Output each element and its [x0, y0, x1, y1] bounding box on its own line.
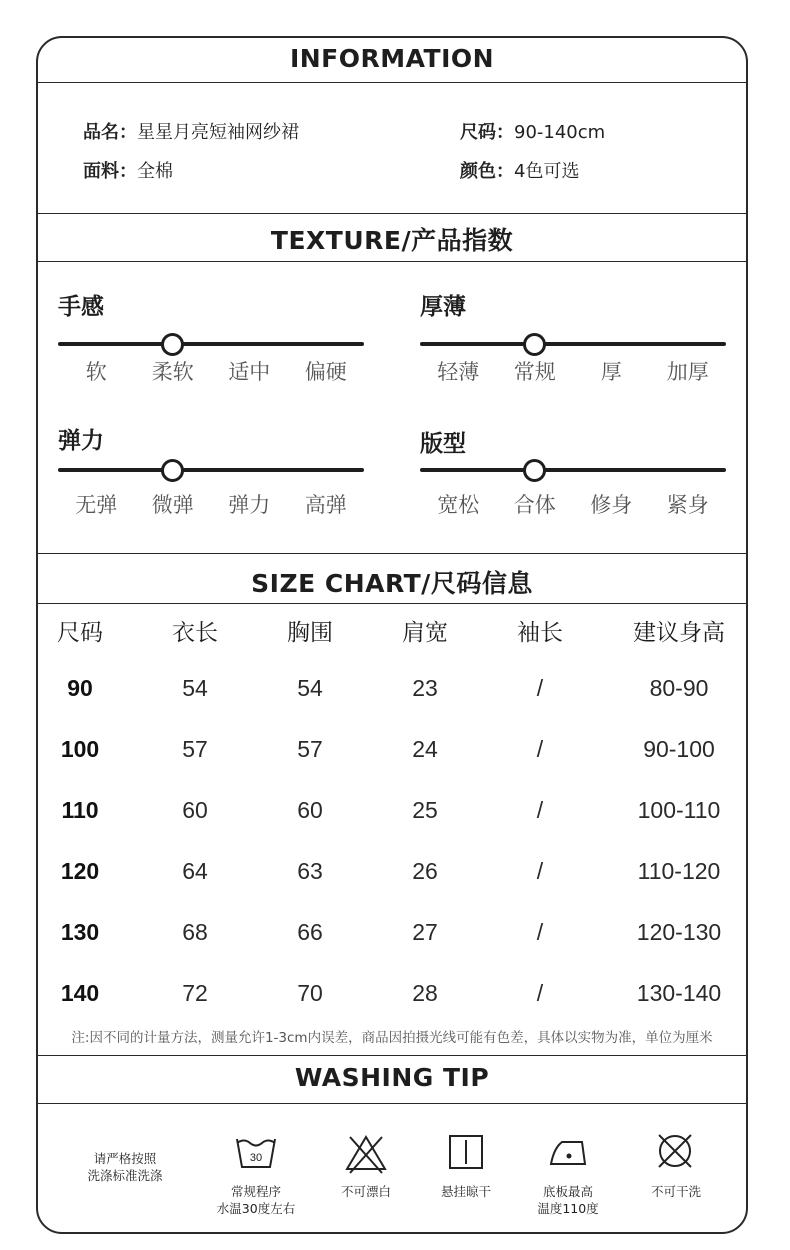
table-cell: 63 [297, 858, 323, 884]
texture-scale-line [420, 342, 726, 346]
color-row [460, 157, 579, 183]
table-cell: / [536, 919, 544, 945]
table-cell: 90-100 [643, 736, 715, 762]
texture-tick-label: 常规 [513, 360, 556, 384]
fabric-row [83, 157, 173, 183]
wash-30-caption [206, 1183, 306, 1217]
table-size-cell: 130 [60, 919, 100, 945]
size-range-key: 尺码： [460, 122, 514, 143]
table-header-cell: 建议身高 [633, 620, 725, 646]
table-size-cell: 120 [60, 858, 100, 884]
size-range-row [460, 118, 605, 144]
texture-tick-label: 微弹 [151, 493, 194, 517]
table-header-cell: 胸围 [287, 620, 333, 646]
size-chart-title: SIZE CHART/尺码信息 [251, 569, 533, 598]
hang-dry-caption: 悬挂晾干 [440, 1184, 491, 1199]
table-cell: 24 [412, 736, 438, 762]
table-cell: 57 [297, 736, 323, 762]
divider [36, 1103, 748, 1104]
table-cell: 25 [412, 797, 438, 823]
texture-tick-label: 偏硬 [304, 360, 347, 384]
iron-caption [518, 1183, 618, 1217]
table-cell: / [536, 858, 544, 884]
texture-scale-line [420, 468, 726, 472]
washing-intro-line2: 洗涤标准洗涤 [87, 1168, 163, 1183]
wash-temp-label: 30 [249, 1152, 263, 1164]
table-cell: 60 [182, 797, 208, 823]
table-cell: 54 [297, 675, 323, 701]
table-cell: 110-120 [637, 858, 721, 884]
texture-tick-label: 柔软 [151, 360, 194, 384]
texture-scale-line [58, 468, 364, 472]
texture-tick-label: 加厚 [666, 360, 709, 384]
divider [36, 1055, 748, 1056]
texture-tick-label: 软 [85, 360, 107, 384]
table-cell: 26 [412, 858, 438, 884]
iron-line2: 温度110度 [537, 1201, 599, 1216]
divider [36, 261, 748, 262]
table-cell: 120-130 [636, 919, 722, 945]
information-title: INFORMATION [289, 44, 495, 73]
no-dry-clean-icon [655, 1131, 695, 1171]
texture-tick-label: 宽松 [437, 493, 480, 517]
texture-tick-label: 轻薄 [437, 360, 480, 384]
texture-tick-label: 合体 [513, 493, 556, 517]
washing-intro [70, 1150, 180, 1184]
product-name-row [83, 118, 299, 144]
texture-label: 版型 [420, 431, 466, 457]
table-cell: / [536, 675, 544, 701]
texture-tick-label: 弹力 [228, 493, 271, 517]
texture-tick-label: 修身 [590, 493, 633, 517]
no-bleach-icon [344, 1133, 388, 1175]
texture-tick-label: 厚 [600, 360, 622, 384]
table-size-cell: 90 [67, 675, 93, 701]
fabric-value: 全棉 [137, 161, 173, 182]
washing-title: WASHING TIP [294, 1063, 490, 1092]
table-header-cell: 尺码 [57, 620, 103, 646]
table-header-cell: 肩宽 [402, 620, 448, 646]
divider [36, 553, 748, 554]
no-dry-clean-caption: 不可干洗 [650, 1184, 701, 1199]
product-name-value: 星星月亮短袖网纱裙 [137, 122, 299, 143]
color-value: 4色可选 [514, 161, 580, 182]
product-name-key: 品名： [83, 122, 137, 143]
table-cell: 60 [297, 797, 323, 823]
table-size-cell: 110 [61, 797, 99, 823]
table-cell: / [536, 736, 544, 762]
divider [36, 213, 748, 214]
wash-30-icon [234, 1133, 278, 1173]
table-cell: 27 [412, 919, 438, 945]
no-bleach-caption: 不可漂白 [340, 1184, 391, 1199]
texture-tick-label: 高弹 [304, 493, 347, 517]
divider [36, 603, 748, 604]
texture-tick-label: 适中 [228, 360, 271, 384]
size-range-value: 90-140cm [514, 122, 606, 143]
size-note: 注:因不同的计量方法，测量允许1-3cm内误差，商品因拍摄光线可能有色差，具体以实物为准，单位为厘米 [71, 1030, 713, 1046]
table-cell: 57 [182, 736, 208, 762]
color-key: 颜色： [460, 161, 514, 182]
table-cell: 130-140 [636, 980, 722, 1006]
washing-intro-line1: 请严格按照 [93, 1151, 157, 1166]
texture-selected-marker [523, 459, 546, 482]
table-cell: 64 [182, 858, 208, 884]
table-cell: 23 [412, 675, 438, 701]
texture-scale-line [58, 342, 364, 346]
table-header-cell: 衣长 [172, 620, 218, 646]
texture-label: 手感 [58, 294, 104, 320]
wash-30-line2: 水温30度左右 [216, 1201, 296, 1216]
texture-selected-marker [161, 333, 184, 356]
texture-selected-marker [523, 333, 546, 356]
fabric-key: 面料： [83, 161, 137, 182]
iron-medium-icon [548, 1134, 588, 1170]
table-header-cell: 袖长 [517, 620, 563, 646]
texture-selected-marker [161, 459, 184, 482]
table-cell: 72 [182, 980, 208, 1006]
table-size-cell: 100 [60, 736, 100, 762]
table-cell: 100-110 [637, 797, 721, 823]
texture-title: TEXTURE/产品指数 [270, 226, 514, 255]
table-cell: / [536, 797, 544, 823]
divider [36, 82, 748, 83]
texture-label: 弹力 [58, 428, 104, 454]
table-cell: 70 [297, 980, 323, 1006]
iron-line1: 底板最高 [542, 1184, 593, 1199]
table-cell: 68 [182, 919, 208, 945]
wash-30-line1: 常规程序 [230, 1184, 281, 1199]
texture-tick-label: 无弹 [75, 493, 118, 517]
table-cell: 66 [297, 919, 323, 945]
table-cell: 28 [412, 980, 438, 1006]
table-size-cell: 140 [60, 980, 100, 1006]
table-cell: 54 [182, 675, 208, 701]
table-cell: 80-90 [649, 675, 709, 701]
hang-dry-icon [448, 1134, 484, 1170]
texture-tick-label: 紧身 [666, 493, 709, 517]
table-cell: / [536, 980, 544, 1006]
texture-label: 厚薄 [420, 294, 466, 320]
